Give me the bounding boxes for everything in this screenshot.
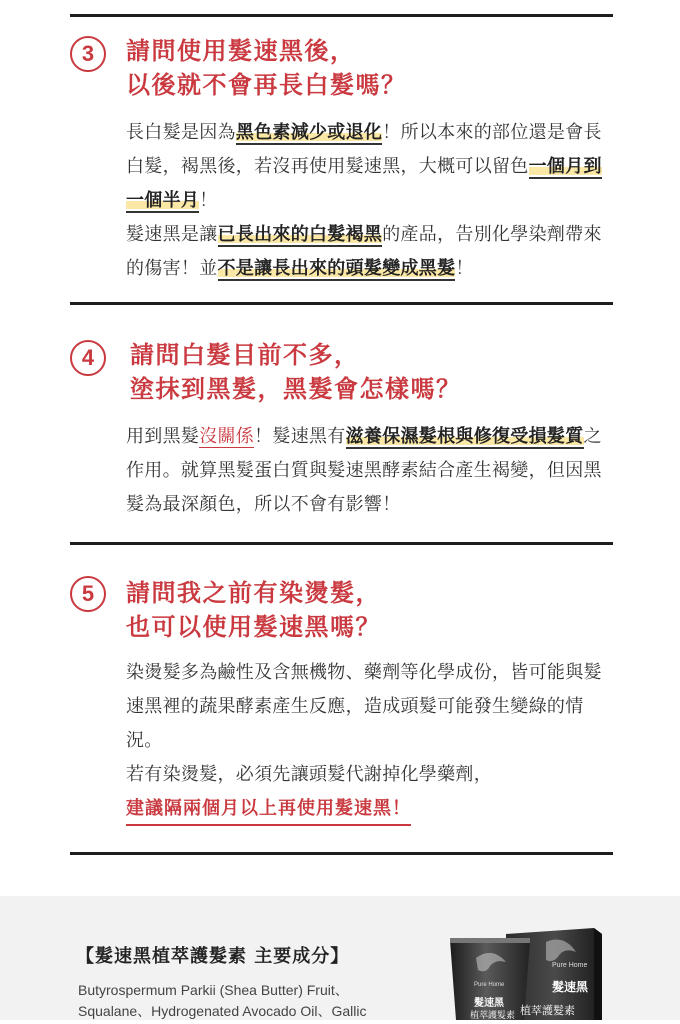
answer-paragraph: 染燙髮多為鹼性及含無機物、藥劑等化學成份，皆可能與髮速黑裡的蔬果酵素產生反應，造成頭髮可能發生變綠的情況。 — [126, 662, 602, 751]
answer-text — [126, 656, 616, 826]
highlighted-text: 已長出來的白髮褐黑 — [217, 224, 383, 245]
highlighted-text: 一個月到一個半月 — [126, 156, 602, 211]
question-title-line: 請問使用髮速黑後， — [126, 37, 356, 65]
section-divider — [70, 302, 613, 305]
question-number-badge: 3 — [70, 36, 106, 72]
section-divider — [70, 852, 613, 855]
answer-paragraph — [126, 792, 616, 826]
question-number-badge: 5 — [70, 576, 106, 612]
answer-paragraph: 若有染燙髮，必須先讓頭髮代謝掉化學藥劑， — [126, 764, 492, 785]
question-number-badge: 4 — [70, 340, 106, 376]
answer-paragraph — [126, 218, 616, 286]
question-title-line: 也可以使用髮速黑嗎？ — [126, 613, 381, 641]
recommendation-text: 建議隔兩個月以上再使用髮速黑！ — [126, 794, 411, 826]
question-title-line: 塗抹到黑髮，黑髮會怎樣嗎？ — [130, 375, 462, 403]
question-title — [126, 576, 381, 644]
text-run: ！ — [455, 258, 474, 279]
text-run: ！所以本來的部位還是會長白髮，褐黑後，若沒再使用髮速黑，大概可以留色 — [126, 122, 602, 177]
text-run: 髮速黑是讓 — [126, 224, 218, 245]
question-title-line: 請問我之前有染燙髮， — [126, 579, 381, 607]
ingredients-title: 【髮速黑植萃護髮素 主要成分】 — [76, 946, 350, 967]
answer-paragraph — [126, 116, 616, 218]
product-image — [446, 928, 604, 1020]
ingredients-text: Butyrospermum Parkii (Shea Butter) Fruit、Squalane、Hydrogenated Avocado Oil、Gallic — [78, 982, 367, 1019]
section-divider — [70, 542, 613, 545]
question-title — [130, 338, 462, 406]
text-run: 的產品，告別化學染劑帶來的傷害！並 — [126, 224, 602, 279]
box-brand-label: Pure Home — [552, 962, 588, 969]
text-run: ！ — [199, 190, 218, 211]
tube-name-label: 髮速黑 — [474, 998, 504, 1009]
question-title — [126, 34, 407, 102]
top-divider — [70, 14, 613, 17]
tube-brand-label: Pure Home — [474, 982, 505, 988]
text-run: ！髮速黑有 — [254, 426, 346, 447]
text-run: 長白髮是因為 — [126, 122, 236, 143]
highlighted-text: 滋養保濕髮根與修復受損髮質 — [345, 426, 584, 447]
question-title-line: 請問白髮目前不多， — [130, 341, 360, 369]
highlighted-text: 黑色素減少或退化 — [235, 122, 383, 143]
box-sub-label: 植萃護髮素 — [520, 1004, 575, 1017]
highlighted-text: 不是讓長出來的頭髮變成黑髮 — [217, 258, 456, 279]
answer-text — [126, 116, 616, 286]
answer-paragraph — [126, 420, 616, 522]
tube-sub-label: 植萃護髮素 — [470, 1011, 516, 1021]
box-name-label: 髮速黑 — [552, 980, 589, 994]
answer-text — [126, 420, 616, 522]
red-underlined-text: 沒關係 — [199, 426, 255, 447]
text-run: 之作用。就算黑髮蛋白質與髮速黑酵素結合產生褐變，但因黑髮為最深顏色，所以不會有影響！ — [126, 426, 602, 515]
text-run: 用到黑髮 — [126, 426, 200, 447]
question-title-line: 以後就不會再長白髮嗎？ — [126, 71, 407, 99]
